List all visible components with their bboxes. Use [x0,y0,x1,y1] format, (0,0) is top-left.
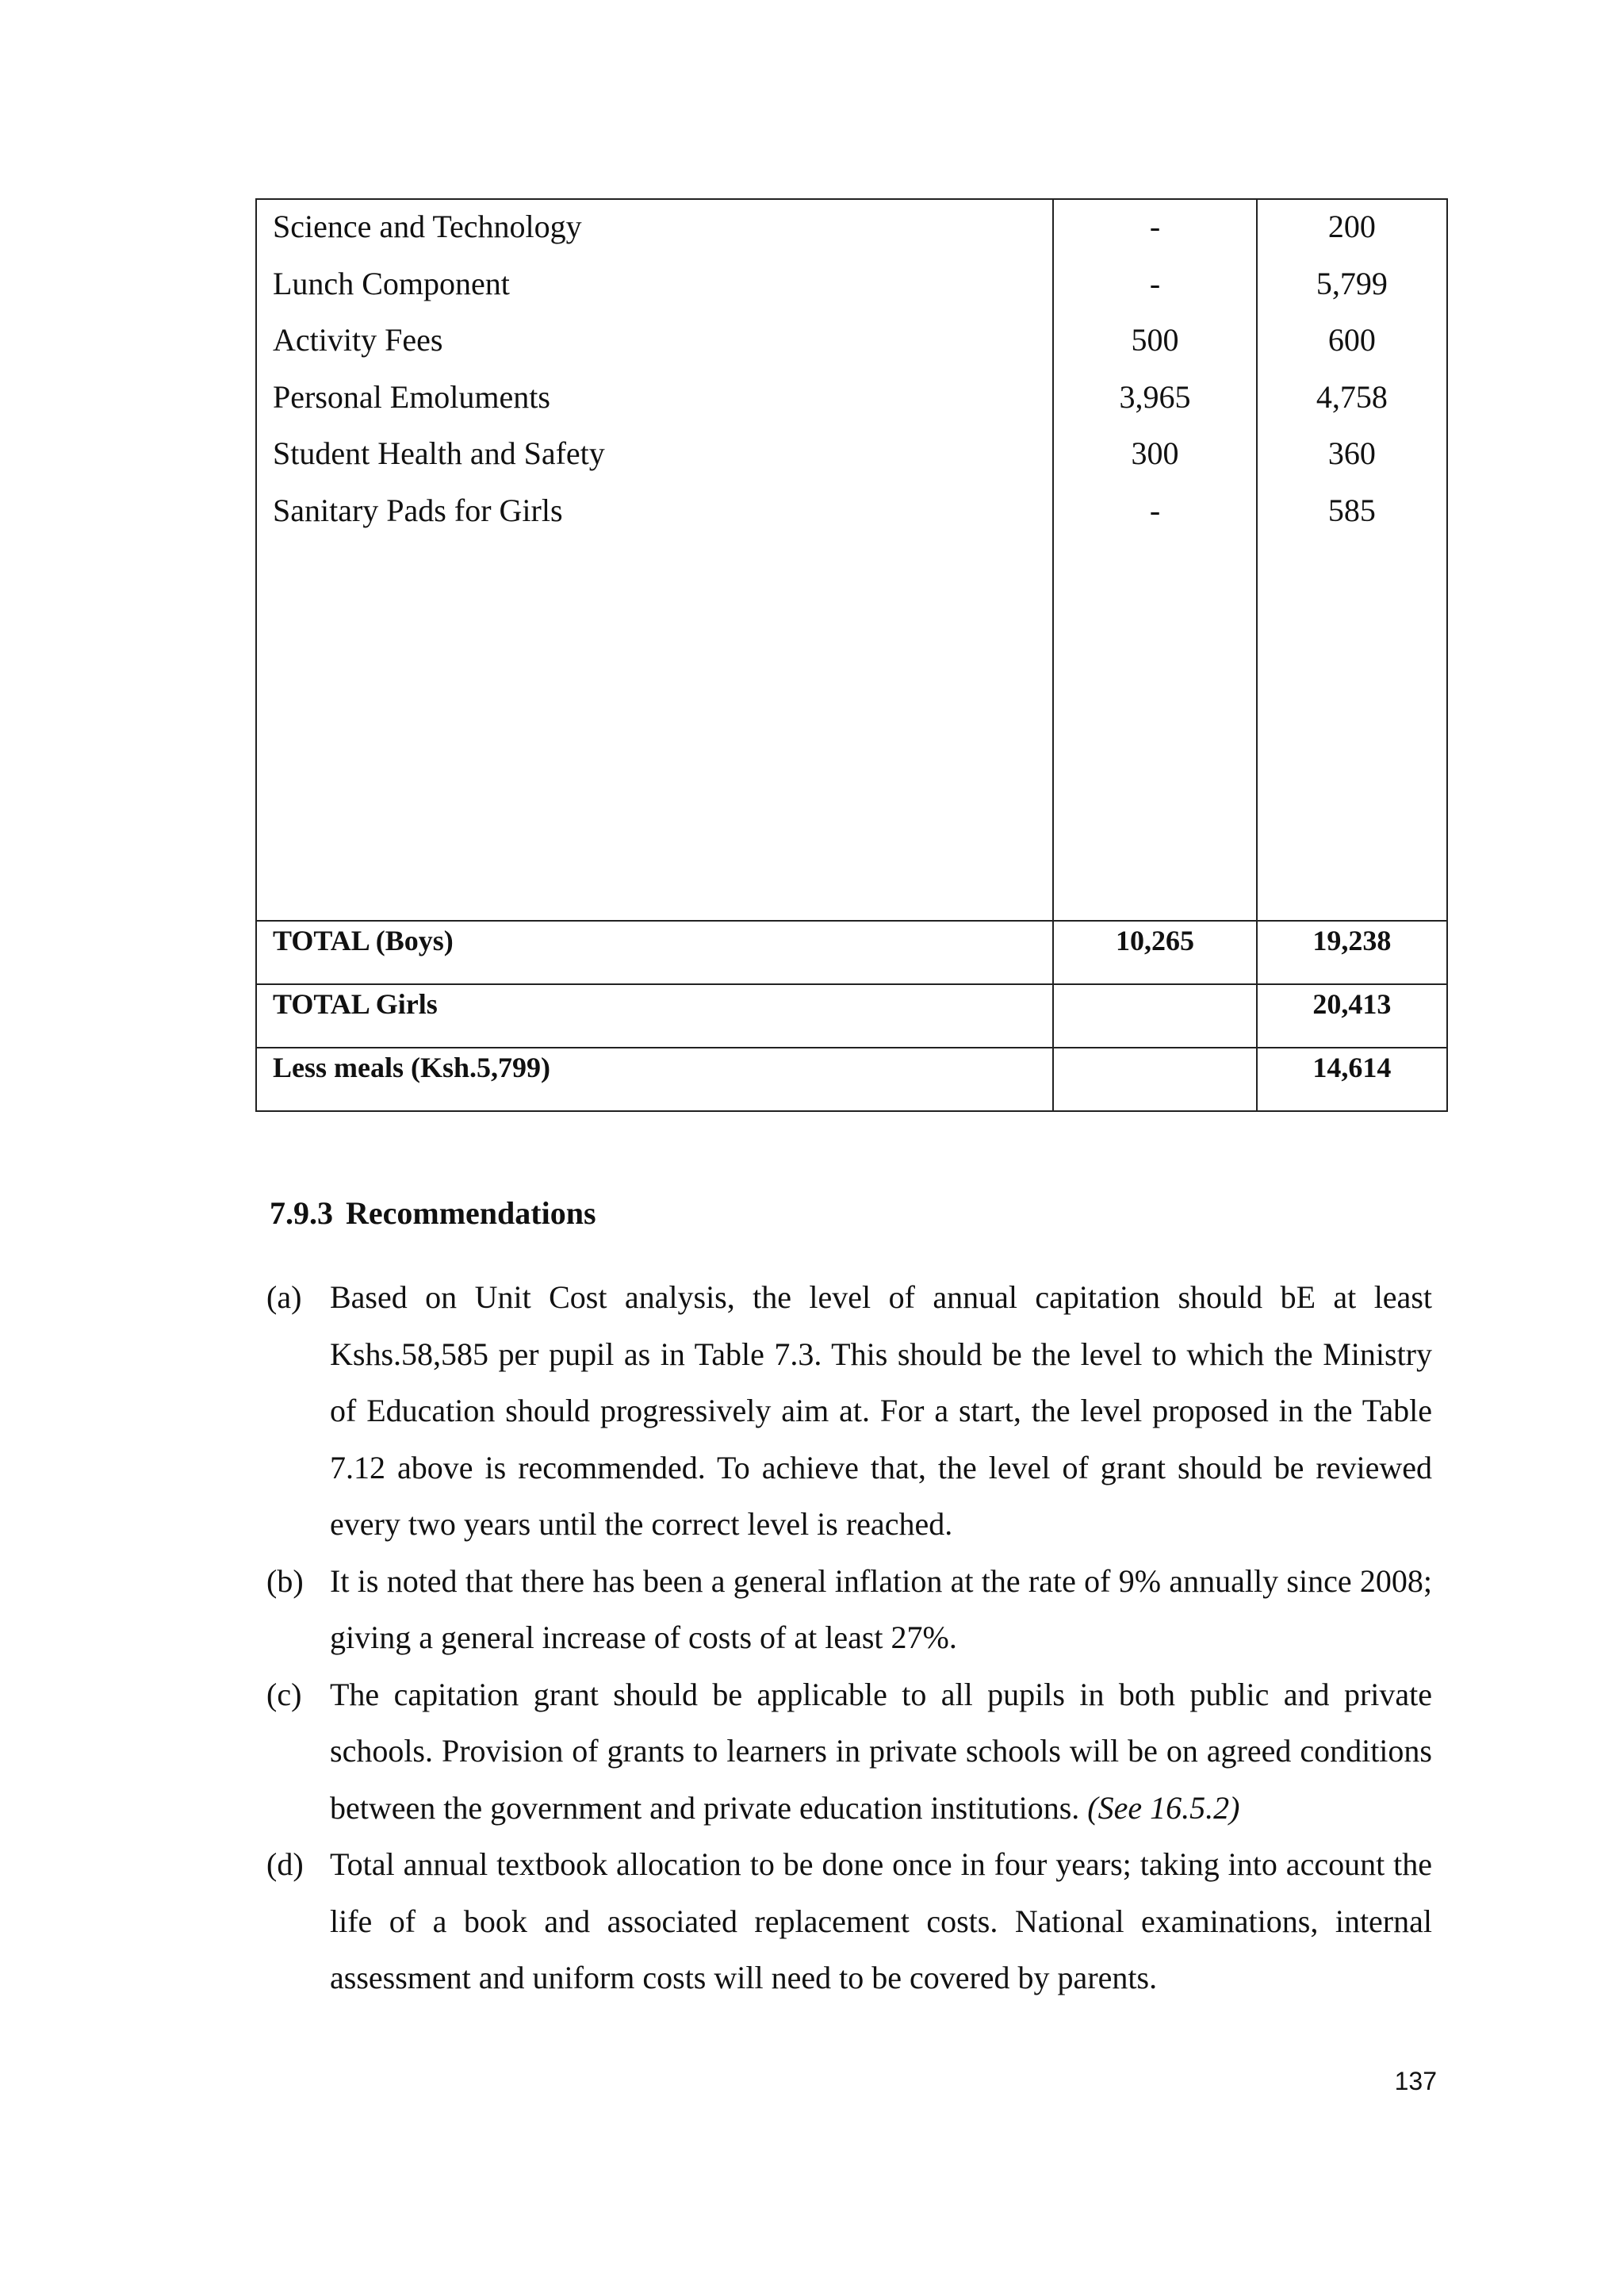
recommendation-item [266,1836,1432,2007]
item-value-a: 3,965 [1119,378,1191,415]
list-marker: (c) [266,1676,302,1712]
recommendation-text: It is noted that there has been a general inflation at the rate of 9% annually since 2008; giving a general increase of costs of at least 27%. [330,1562,1432,1655]
recommendation-item [266,1666,1432,1837]
recommendation-text: Total annual textbook allocation to be done once in four years; taking into account the life of a book and associated replacement costs. National examinations, internal assessment and uniform costs will need to be covered by parents. [330,1846,1432,1995]
item-label: Science and Technology [273,209,582,244]
less-meals-row [256,1048,1447,1111]
item-value-b: 600 [1327,322,1376,358]
cross-reference: (See 16.5.2) [1087,1789,1240,1826]
recommendation-item [266,1269,1432,1553]
item-value-b: 360 [1327,435,1376,471]
item-value-b: 5,799 [1316,265,1388,301]
item-value-b: 585 [1327,492,1376,528]
total-boys-label: TOTAL (Boys) [256,921,1053,984]
recommendation-text: Based on Unit Cost analysis, the level of annual capitation should bE at least Kshs.58,585 per pupil as in Table 7.3. This should be the level to which the Ministry of Education should progressively aim at. For a start, the level proposed in the Table 7.12 above is recommended. To achieve that, the level of grant should be reviewed every two years until the correct level is reached. [330,1279,1432,1542]
item-value-a: - [1149,492,1161,528]
total-girls-value-b: 20,413 [1257,984,1447,1048]
item-value-a: 500 [1131,322,1179,358]
item-label: Student Health and Safety [273,435,605,471]
recommendation-text: The capitation grant should be applicable to all pupils in both public and private schools. Provision of grants to learners in private schools will be on agreed conditions between the government and private education institutions. [330,1676,1432,1826]
item-label: Activity Fees [273,322,443,358]
total-boys-value-b: 19,238 [1257,921,1447,984]
item-value-b: 4,758 [1316,378,1388,415]
recommendations-list [266,1269,1432,2007]
total-girls-row [256,984,1447,1048]
less-meals-value-b: 14,614 [1257,1048,1447,1111]
total-girls-label: TOTAL Girls [256,984,1053,1048]
item-col-b-cell [1257,199,1447,921]
table-items-row [256,199,1447,921]
item-col-a-cell [1053,199,1256,921]
recommendation-item [266,1553,1432,1666]
item-value-b: 200 [1327,209,1376,244]
page-number: 137 [1394,2067,1437,2095]
item-label: Sanitary Pads for Girls [273,492,563,528]
list-marker: (d) [266,1846,304,1882]
total-girls-value-a [1053,984,1256,1048]
section-heading [270,1190,596,1237]
total-boys-value-a: 10,265 [1053,921,1256,984]
item-value-a: - [1149,265,1161,301]
item-value-a: - [1149,209,1161,244]
less-meals-value-a [1053,1048,1256,1111]
list-marker: (b) [266,1562,304,1599]
less-meals-label: Less meals (Ksh.5,799) [256,1048,1053,1111]
item-value-a: 300 [1131,435,1179,471]
capitation-table [255,198,1448,1112]
item-label: Personal Emoluments [273,378,550,415]
item-label: Lunch Component [273,265,510,301]
total-boys-row [256,921,1447,984]
list-marker: (a) [266,1279,302,1315]
item-labels-cell [256,199,1053,921]
section-title: Recommendations [346,1195,596,1231]
section-number: 7.9.3 [270,1195,333,1231]
